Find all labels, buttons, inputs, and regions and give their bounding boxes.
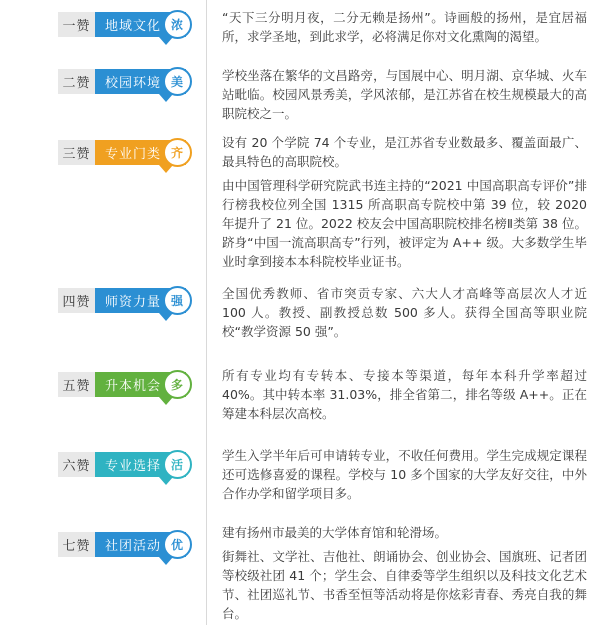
feature-description xyxy=(222,133,587,276)
paragraph: 街舞社、文学社、吉他社、朗诵协会、创业协会、国旗班、记者团等校级社团 41 个；学生会、自律委等学生组织以及科技文化艺术节、社团巡礼节、书香至恒等活动将是你炫彩青春、秀亮自我的舞台。 xyxy=(222,549,587,621)
zan-number: 一赞 xyxy=(58,12,95,37)
banner-tail-icon xyxy=(159,557,173,565)
feature-title: 校园环境 xyxy=(105,76,162,91)
zan-number: 三赞 xyxy=(58,140,95,165)
zan-number: 五赞 xyxy=(58,372,95,397)
feature-banner xyxy=(95,140,186,165)
paragraph: 设有 20 个学院 74 个专业，是江苏省专业数最多、覆盖面最广、最具特色的高职院校。 xyxy=(222,135,587,169)
feature-label xyxy=(58,452,186,477)
feature-label xyxy=(58,532,186,557)
center-divider-line xyxy=(206,0,207,625)
banner-tail-icon xyxy=(159,37,173,45)
feature-label xyxy=(58,12,186,37)
feature-banner xyxy=(95,69,186,94)
banner-tail-icon xyxy=(159,313,173,321)
banner-tail-icon xyxy=(159,397,173,405)
paragraph: 由中国管理科学研究院武书连主持的“2021 中国高职高专评价”排行榜我校位列全国 1315 所高职高专院校中第 39 位，较 2020 年提升了 21 位。2022 校友会中国高职院校排名榜Ⅱ类第 38 位。跻身“中国一流高职高专”行列，被评定为 A++ 级。大多数学生毕业时拿到接本本科院校毕业证书。 xyxy=(222,178,587,269)
zan-number: 四赞 xyxy=(58,288,95,313)
feature-title: 师资力量 xyxy=(105,295,162,310)
feature-description xyxy=(222,66,587,128)
feature-banner xyxy=(95,372,186,397)
feature-banner xyxy=(95,532,186,557)
feature-description xyxy=(222,523,587,628)
feature-title: 专业选择 xyxy=(105,459,162,474)
paragraph: 学校坐落在繁华的文昌路旁，与国展中心、明月湖、京华城、火车站毗临。校园风景秀美，学风浓郁，是江苏省在校生规模最大的高职院校之一。 xyxy=(222,68,587,121)
feature-description xyxy=(222,284,587,346)
feature-description xyxy=(222,8,587,51)
feature-label xyxy=(58,140,186,165)
feature-description xyxy=(222,446,587,508)
feature-description xyxy=(222,366,587,428)
zan-number: 六赞 xyxy=(58,452,95,477)
feature-title: 专业门类 xyxy=(105,147,162,162)
paragraph: 全国优秀教师、省市突贡专家、六大人才高峰等高层次人才近 100 人。教授、副教授总数 500 多人。获得全国高等职业院校“教学资源 50 强”。 xyxy=(222,286,587,339)
feature-label xyxy=(58,288,186,313)
paragraph: 所有专业均有专转本、专接本等渠道，每年本科升学率超过 40%。其中转本率 31.03%，排全省第二，排名等级 A++。正在筹建本科层次高校。 xyxy=(222,368,587,421)
feature-badge: 美 xyxy=(163,67,192,96)
feature-badge: 强 xyxy=(163,286,192,315)
feature-label xyxy=(58,372,186,397)
feature-badge: 优 xyxy=(163,530,192,559)
feature-title: 升本机会 xyxy=(105,379,162,394)
feature-banner xyxy=(95,452,186,477)
feature-banner xyxy=(95,12,186,37)
feature-label xyxy=(58,69,186,94)
paragraph: “天下三分明月夜，二分无赖是扬州”。诗画般的扬州，是宜居福所，求学圣地，到此求学，必将满足你对文化熏陶的渴望。 xyxy=(222,10,587,44)
banner-tail-icon xyxy=(159,477,173,485)
feature-badge: 浓 xyxy=(163,10,192,39)
feature-badge: 活 xyxy=(163,450,192,479)
banner-tail-icon xyxy=(159,94,173,102)
banner-tail-icon xyxy=(159,165,173,173)
feature-badge: 齐 xyxy=(163,138,192,167)
zan-number: 二赞 xyxy=(58,69,95,94)
paragraph: 建有扬州市最美的大学体育馆和轮滑场。 xyxy=(222,525,448,540)
feature-title: 社团活动 xyxy=(105,539,162,554)
zan-number: 七赞 xyxy=(58,532,95,557)
feature-banner xyxy=(95,288,186,313)
feature-badge: 多 xyxy=(163,370,192,399)
feature-title: 地域文化 xyxy=(105,19,162,34)
paragraph: 学生入学半年后可申请转专业，不收任何费用。学生完成规定课程还可选修喜爱的课程。学校与 10 多个国家的大学友好交往，中外合作办学和留学项目多。 xyxy=(222,448,587,501)
